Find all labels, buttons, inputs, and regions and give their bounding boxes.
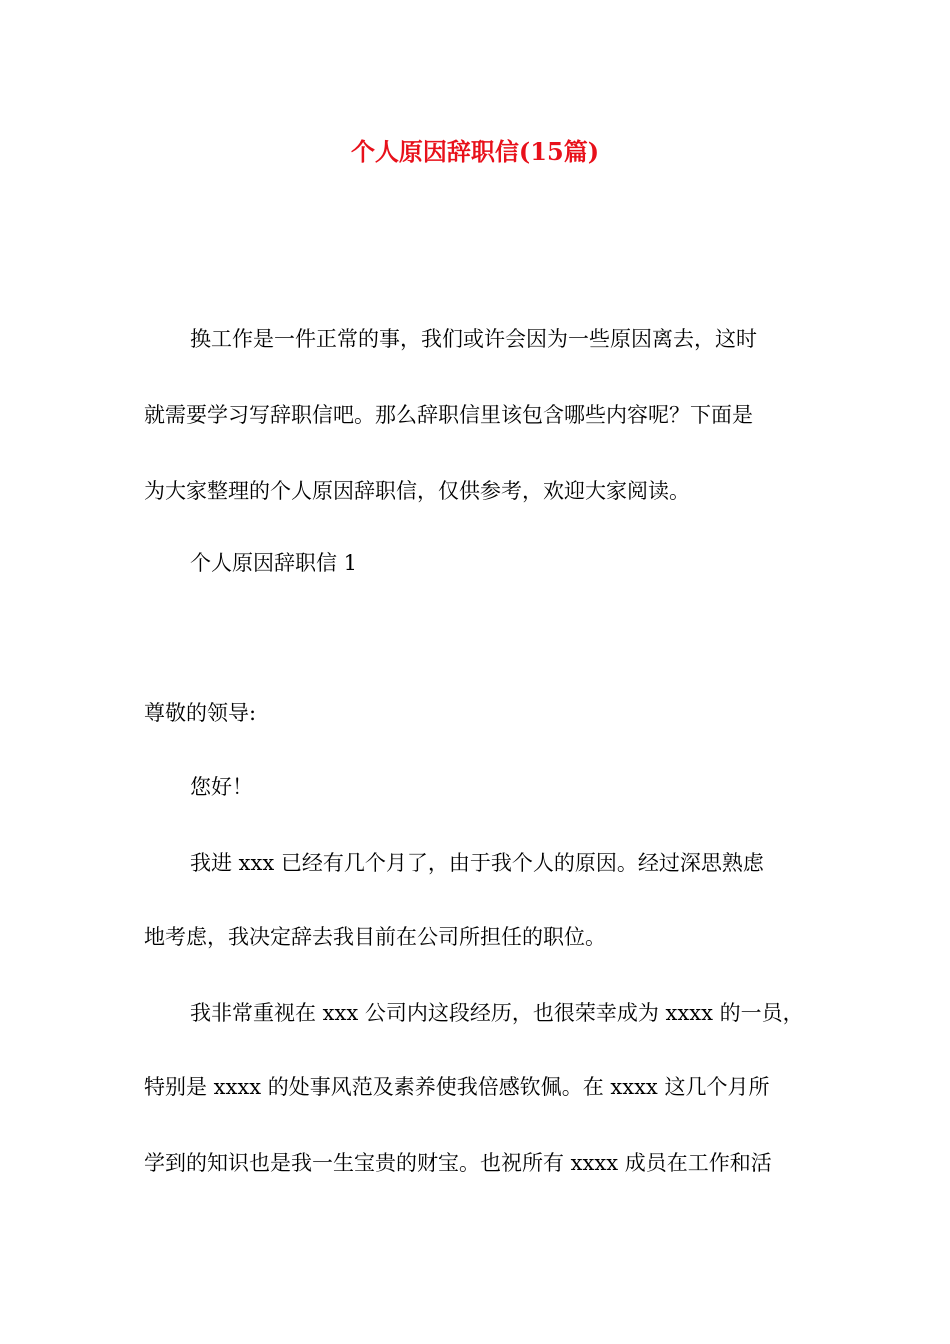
intro-line-3: 为大家整理的个人原因辞职信，仅供参考，欢迎大家阅读。 (144, 479, 690, 503)
body-line-1: 我进 xxx 已经有几个月了，由于我个人的原因。经过深思熟虑 (190, 851, 764, 875)
intro-line-1: 换工作是一件正常的事，我们或许会因为一些原因离去，这时 (190, 327, 757, 351)
greeting: 您好！ (190, 775, 253, 799)
body-line-4: 特别是 xxxx 的处事风范及素养使我倍感钦佩。在 xxxx 这几个月所 (144, 1075, 770, 1099)
salutation: 尊敬的领导: (144, 701, 257, 725)
body-line-3: 我非常重视在 xxx 公司内这段经历，也很荣幸成为 xxxx 的一员， (190, 1001, 804, 1025)
body-line-2: 地考虑，我决定辞去我目前在公司所担任的职位。 (144, 925, 606, 949)
intro-line-2: 就需要学习写辞职信吧。那么辞职信里该包含哪些内容呢？下面是 (144, 403, 753, 427)
document-title: 个人原因辞职信(15篇) (350, 137, 600, 166)
section-heading: 个人原因辞职信 1 (190, 551, 358, 575)
body-line-5: 学到的知识也是我一生宝贵的财宝。也祝所有 xxxx 成员在工作和活 (144, 1151, 772, 1175)
